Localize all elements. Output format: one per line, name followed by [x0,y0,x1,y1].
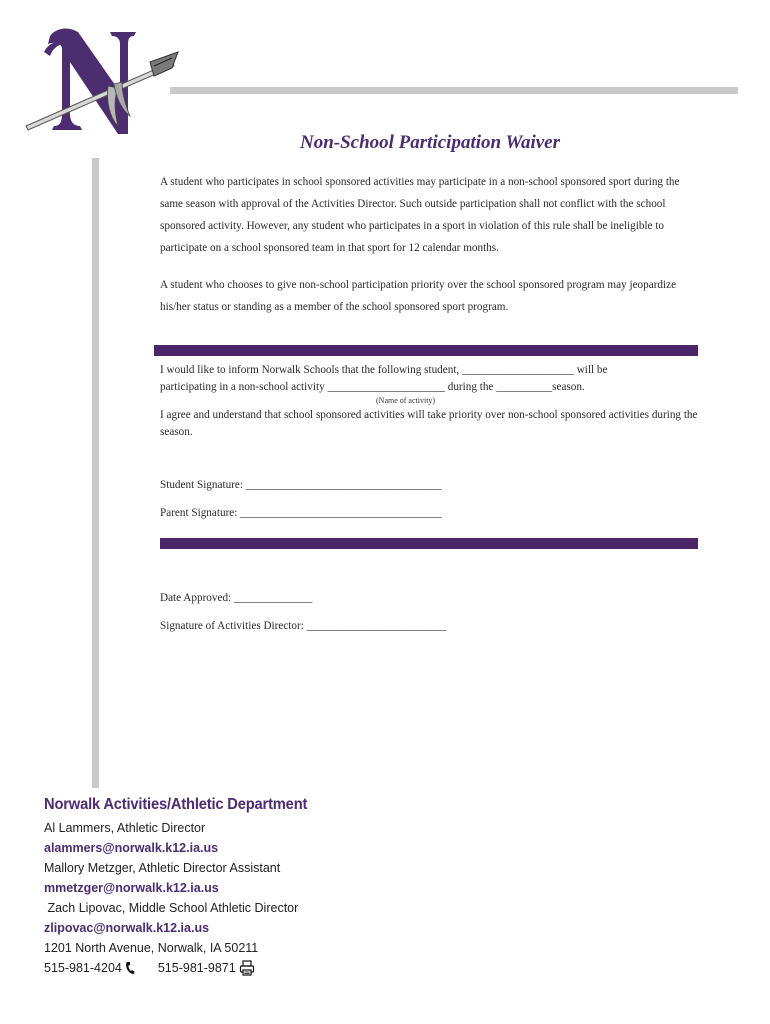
department-title: Norwalk Activities/Athletic Department [44,796,308,813]
student-signature-field[interactable]: Student Signature: ___________________________________ [160,479,442,491]
contact-name: Zach Lipovac, Middle School Athletic Director [44,901,299,915]
policy-paragraph: A student who participates in school sponsored activities may participate in a non-school sponsored sport during the same season with approval of the Activities Director. Such outside participation shall not conflict with the school sponsored activity. However, any student who participates in a sport in violation of this rule shall be ineligible to participate on a school sponsored team in that sport for 12 calendar months. [160,176,680,254]
contact-name: Al Lammers, Athletic Director [44,821,206,835]
footer-contact [44,796,330,978]
section-divider-1 [154,345,698,356]
inform-line-2[interactable]: participating in a non-school activity _____________________ during the __________season. [160,381,585,393]
parent-signature-field[interactable]: Parent Signature: ____________________________________ [160,507,442,519]
address: 1201 North Avenue, Norwalk, IA 50211 [44,941,259,955]
side-divider [92,158,99,788]
phone-number: 515-981-4204 [44,961,122,975]
date-approved-field[interactable]: Date Approved: ______________ [160,592,313,604]
priority-paragraph: A student who chooses to give non-school participation priority over the school sponsored program may jeopardize his/her status or standing as a member of the school sponsored sport program. [160,279,677,313]
contact-email[interactable]: zlipovac@norwalk.k12.ia.us [44,921,210,935]
director-signature-field[interactable]: Signature of Activities Director: _________________________ [160,620,447,632]
page-title: Non-School Participation Waiver [299,132,561,153]
phone-icon [124,961,136,975]
contact-email[interactable]: mmetzger@norwalk.k12.ia.us [44,881,219,895]
activity-caption: (Name of activity) [376,396,436,405]
top-divider [170,87,738,94]
contact-name: Mallory Metzger, Athletic Director Assistant [44,861,281,875]
agreement-statement: I agree and understand that school sponsored activities will take priority over non-school sponsored activities during the season. [160,409,698,438]
contact-email[interactable]: alammers@norwalk.k12.ia.us [44,841,219,855]
inform-line-1[interactable]: I would like to inform Norwalk Schools that the following student, ____________________ will be [160,364,608,376]
fax-number: 515-981-9871 [157,961,236,975]
section-divider-2 [160,538,698,549]
inform-statement [160,362,700,396]
school-logo [22,22,182,144]
fax-icon [239,960,255,976]
phone-fax-line [44,958,330,978]
